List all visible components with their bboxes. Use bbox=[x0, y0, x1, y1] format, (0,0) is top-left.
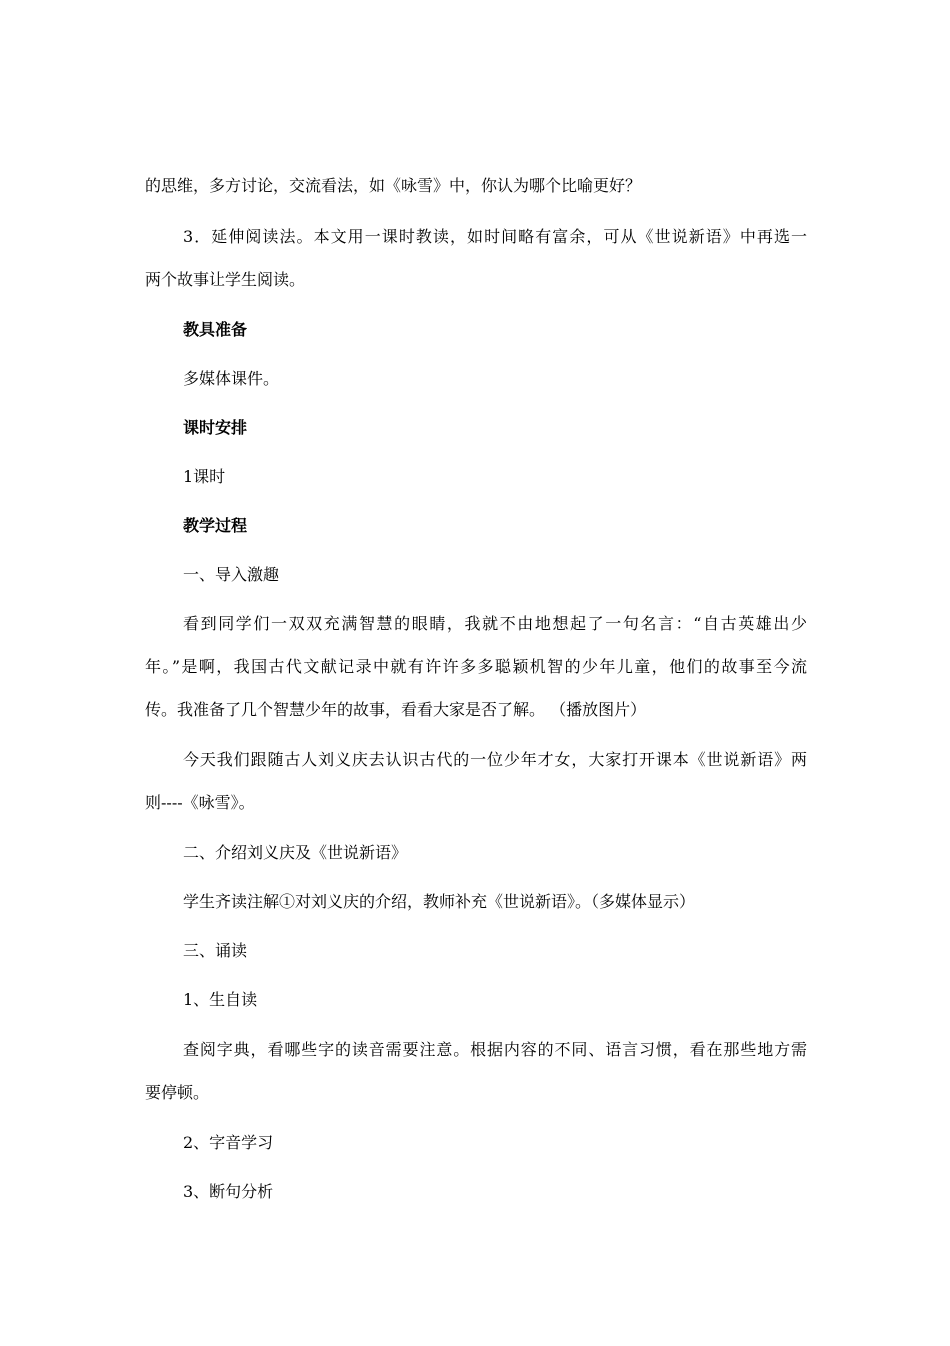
paragraph-line: 两个故事让学生阅读。 bbox=[145, 270, 306, 289]
paragraph-line: 多媒体课件。 bbox=[183, 369, 280, 388]
paragraph-line: 今天我们跟随古人刘义庆去认识古代的一位少年才女，大家打开课本《世说新语》两 bbox=[183, 750, 807, 769]
list-item: 3、断句分析 bbox=[183, 1182, 274, 1201]
paragraph-line: 要停顿。 bbox=[145, 1083, 210, 1102]
list-item: 1、生自读 bbox=[183, 990, 258, 1009]
paragraph-line: 的思维，多方讨论，交流看法，如《咏雪》中，你认为哪个比喻更好？ bbox=[145, 176, 642, 195]
paragraph-line: 传。我准备了几个智慧少年的故事，看看大家是否了解。 （播放图片） bbox=[145, 700, 647, 719]
paragraph-line: 看到同学们一双双充满智慧的眼睛，我就不由地想起了一句名言：“自古英雄出少 bbox=[183, 614, 807, 633]
paragraph-line: 3．延伸阅读法。本文用一课时教读，如时间略有富余，可从《世说新语》中再选一 bbox=[183, 227, 807, 246]
list-item: 2、字音学习 bbox=[183, 1133, 274, 1152]
subsection-heading: 二、介绍刘义庆及《世说新语》 bbox=[183, 843, 408, 862]
section-heading: 教具准备 bbox=[183, 320, 248, 339]
section-heading: 教学过程 bbox=[183, 516, 248, 535]
paragraph-line: 学生齐读注解①对刘义庆的介绍，教师补充《世说新语》。（多媒体显示） bbox=[183, 892, 696, 911]
paragraph-line: 则----《咏雪》。 bbox=[145, 793, 255, 812]
subsection-heading: 一、导入激趣 bbox=[183, 565, 280, 584]
section-heading: 课时安排 bbox=[183, 418, 248, 437]
subsection-heading: 三、诵读 bbox=[183, 941, 248, 960]
paragraph-line: 查阅字典，看哪些字的读音需要注意。根据内容的不同、语言习惯，看在那些地方需 bbox=[183, 1040, 807, 1059]
paragraph-line: 1课时 bbox=[183, 467, 226, 486]
paragraph-line: 年。”是啊，我国古代文献记录中就有许许多多聪颖机智的少年儿童，他们的故事至今流 bbox=[145, 657, 807, 676]
